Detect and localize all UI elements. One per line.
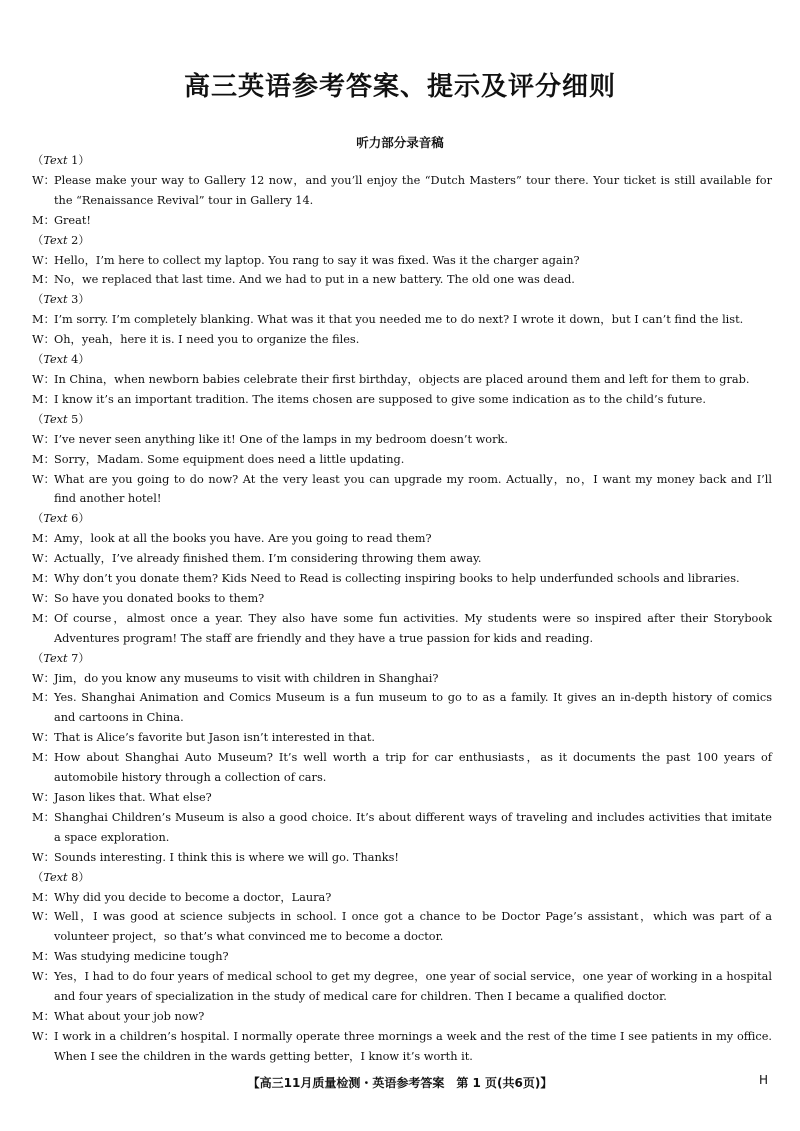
dialogue-text: Sorry，Madam. Some equipment does need a little updating. bbox=[54, 452, 405, 466]
dialogue-line bbox=[32, 390, 772, 410]
dialogue-text: Actually，I’ve already finished them. I’m considering throwing them away. bbox=[54, 552, 482, 566]
dialogue-text: Well，I was good at science subjects in school. I once got a chance to be Doctor Page’s assistant，which was part of a volunteer project，so that’s what convinced me to become a doctor. bbox=[54, 910, 772, 944]
dialogue-text: Was studying medicine tough? bbox=[54, 950, 229, 964]
dialogue-line bbox=[32, 669, 772, 689]
speaker-label: M： bbox=[32, 532, 55, 546]
dialogue-line bbox=[32, 549, 772, 569]
text-number: 2 bbox=[71, 233, 79, 247]
text-number: 3 bbox=[71, 293, 79, 307]
dialogue-line bbox=[32, 171, 772, 211]
speaker-label: W： bbox=[32, 173, 55, 187]
speaker-label: W： bbox=[32, 970, 55, 984]
transcript-body bbox=[32, 151, 772, 1067]
dialogue-line bbox=[32, 569, 772, 589]
dialogue-text: Yes. Shanghai Animation and Comics Museum is a fun museum to go to as a family. It gives an in-depth history of comics and cartoons in China. bbox=[54, 691, 772, 725]
text-marker: （Text 8） bbox=[32, 870, 90, 884]
speaker-label: W： bbox=[32, 791, 55, 804]
speaker-label: M： bbox=[32, 611, 55, 625]
dialogue-text: No，we replaced that last time. And we had to put in a new battery. The old one was dead. bbox=[54, 273, 575, 287]
dialogue-text: Jason likes that. What else? bbox=[54, 791, 212, 804]
dialogue-line bbox=[32, 450, 772, 470]
text-marker: （Text 4） bbox=[32, 353, 90, 367]
dialogue-text: That is Alice’s favorite but Jason isn’t interested in that. bbox=[54, 731, 375, 745]
speaker-label: W： bbox=[32, 253, 55, 267]
dialogue-line bbox=[32, 947, 772, 967]
dialogue-text: How about Shanghai Auto Museum? It’s well worth a trip for car enthusiasts，as it documents the past 100 years of automobile history through a collection of cars. bbox=[54, 751, 772, 785]
dialogue-line bbox=[32, 888, 772, 908]
dialogue-text: Why did you decide to become a doctor，Laura? bbox=[54, 890, 332, 904]
speaker-label: M： bbox=[32, 751, 55, 765]
speaker-label: W： bbox=[32, 850, 55, 864]
text-marker: （Text 2） bbox=[32, 233, 90, 247]
text-number: 6 bbox=[71, 512, 79, 526]
text-number: 5 bbox=[71, 412, 79, 426]
speaker-label: M： bbox=[32, 452, 55, 466]
speaker-label: M： bbox=[32, 950, 55, 964]
dialogue-text: Jim，do you know any museums to visit with children in Shanghai? bbox=[54, 671, 439, 685]
dialogue-text: In China，when newborn babies celebrate their first birthday，objects are placed around them and left for them to grab. bbox=[54, 372, 750, 386]
dialogue-text: I’ve never seen anything like it! One of the lamps in my bedroom doesn’t work. bbox=[54, 432, 508, 446]
speaker-label: M： bbox=[32, 890, 55, 904]
speaker-label: W： bbox=[32, 372, 55, 386]
text-marker: （Text 6） bbox=[32, 512, 90, 526]
dialogue-line bbox=[32, 907, 772, 947]
text-number: 7 bbox=[71, 651, 79, 665]
text-number: 1 bbox=[71, 154, 79, 167]
dialogue-line bbox=[32, 529, 772, 549]
speaker-label: W： bbox=[32, 910, 55, 924]
dialogue-line bbox=[32, 688, 772, 728]
dialogue-line bbox=[32, 808, 772, 848]
dialogue-text: What are you going to do now? At the very least you can upgrade my room. Actually，no，I want my money back and I’ll find another hotel! bbox=[54, 472, 772, 506]
text-marker: （Text 7） bbox=[32, 651, 90, 665]
dialogue-text: Hello，I’m here to collect my laptop. You rang to say it was fixed. Was it the charger again? bbox=[54, 253, 580, 267]
dialogue-line bbox=[32, 270, 772, 290]
document-title: 高三英语参考答案、提示及评分细则 bbox=[183, 72, 616, 102]
dialogue-text: So have you donated books to them? bbox=[54, 591, 265, 605]
speaker-label: W： bbox=[32, 591, 55, 605]
dialogue-line bbox=[32, 788, 772, 808]
speaker-label: M： bbox=[32, 810, 55, 824]
dialogue-text: Great! bbox=[54, 213, 91, 227]
dialogue-line bbox=[32, 728, 772, 748]
dialogue-text: Sounds interesting. I think this is where we will go. Thanks! bbox=[54, 850, 399, 864]
dialogue-text: Yes，I had to do four years of medical school to get my degree，one year of social service，one year of working in a hospital and four years of specialization in the study of medical care for children. Then I became a qualified doctor. bbox=[54, 970, 772, 1004]
speaker-label: W： bbox=[32, 552, 55, 566]
dialogue-line bbox=[32, 748, 772, 788]
speaker-label: M： bbox=[32, 691, 55, 705]
speaker-label: W： bbox=[32, 432, 55, 446]
dialogue-line bbox=[32, 967, 772, 1007]
speaker-label: M： bbox=[32, 313, 55, 327]
dialogue-line bbox=[32, 848, 772, 868]
dialogue-line bbox=[32, 1007, 772, 1027]
dialogue-line bbox=[32, 470, 772, 510]
dialogue-line bbox=[32, 370, 772, 390]
speaker-label: M： bbox=[32, 572, 55, 586]
dialogue-text: Amy，look at all the books you have. Are you going to read them? bbox=[54, 532, 432, 546]
dialogue-text: Oh，yeah，here it is. I need you to organize the files. bbox=[54, 333, 360, 347]
text-marker: （Text 3） bbox=[32, 293, 90, 307]
text-number: 4 bbox=[71, 353, 79, 367]
dialogue-line bbox=[32, 430, 772, 450]
speaker-label: W： bbox=[32, 671, 55, 685]
dialogue-text: I’m sorry. I’m completely blanking. What was it that you needed me to do next? I wrote it down，but I can’t find the list. bbox=[54, 313, 744, 327]
speaker-label: W： bbox=[32, 1029, 55, 1043]
paper-version-code: H bbox=[758, 1073, 768, 1087]
dialogue-text: Why don’t you donate them? Kids Need to Read is collecting inspiring books to help underfunded schools and libraries. bbox=[54, 572, 740, 586]
section-subtitle: 听力部分录音稿 bbox=[356, 135, 444, 150]
text-number: 8 bbox=[71, 870, 79, 884]
dialogue-line bbox=[32, 211, 772, 231]
dialogue-text: Of course，almost once a year. They also have some fun activities. My students were so inspired after their Storybook Adventures program! The staff are friendly and they have a true passion for kids and reading. bbox=[54, 611, 772, 645]
speaker-label: M： bbox=[32, 392, 55, 406]
dialogue-text: Please make your way to Gallery 12 now，and you’ll enjoy the “Dutch Masters” tour there. Your ticket is still available for the “Renaissance Revival” tour in Gallery 14. bbox=[54, 173, 772, 207]
dialogue-line bbox=[32, 330, 772, 350]
text-marker: （Text 1） bbox=[32, 154, 90, 167]
dialogue-text: I know it’s an important tradition. The items chosen are supposed to give some indication as to the child’s future. bbox=[54, 392, 706, 406]
dialogue-text: What about your job now? bbox=[54, 1009, 205, 1023]
dialogue-text: I work in a children’s hospital. I normally operate three mornings a week and the rest of the time I see patients in my office. When I see the children in the wards getting better，I know it’s worth it. bbox=[54, 1029, 772, 1063]
speaker-label: M： bbox=[32, 273, 55, 287]
speaker-label: M： bbox=[32, 213, 55, 227]
speaker-label: M： bbox=[32, 1009, 55, 1023]
speaker-label: W： bbox=[32, 333, 55, 347]
dialogue-line bbox=[32, 1027, 772, 1067]
dialogue-line bbox=[32, 251, 772, 271]
dialogue-line bbox=[32, 609, 772, 649]
speaker-label: W： bbox=[32, 472, 55, 486]
dialogue-line bbox=[32, 589, 772, 609]
dialogue-text: Shanghai Children’s Museum is also a good choice. It’s about different ways of traveling and includes activities that imitate a space exploration. bbox=[54, 810, 772, 844]
text-marker: （Text 5） bbox=[32, 412, 90, 426]
dialogue-line bbox=[32, 310, 772, 330]
speaker-label: W： bbox=[32, 731, 55, 745]
page-footer: 【高三11月质量检测・英语参考答案 第 1 页(共6页)】 bbox=[247, 1076, 553, 1090]
